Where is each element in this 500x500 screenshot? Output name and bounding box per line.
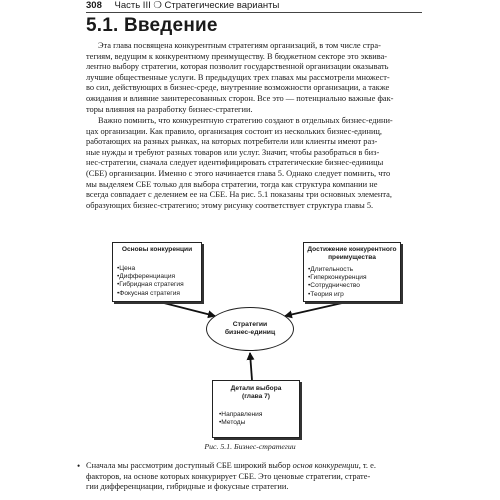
text-line: факторов, на основе которых конкурирует СБЕ. Это ценовые стратегии, страте- [86,471,371,481]
node-label: Стратегии [232,321,268,328]
box-title [213,385,299,401]
figure-caption: Рис. 5.1. Бизнес-стратегии [204,442,296,451]
list-item: •Направления [219,411,263,418]
box-title [304,246,400,262]
list-item: •Теория игр [308,290,344,298]
list-item: •Методы [219,419,246,427]
arrow-left-to-center [156,301,215,316]
text-line: гии дифференциации, гибридные и фокусные стратегии. [86,482,289,492]
list-item: •Гиперконкуренция [308,274,367,282]
box-title-line: Достижение конкурентного [307,246,397,253]
node-label: бизнес-единиц [224,329,276,337]
part-label: Часть III [114,0,151,11]
arrow-bottom-to-center [250,353,252,380]
box-title-line: преимущества [328,254,376,261]
box-title: Основы конкуренции [121,246,193,253]
text-line: образующих бизнес-стратегию; этому рисунку соответствует структура главы 5. [86,200,374,210]
text-line: ные нужды и требуют разных товаров или услуг. Значит, чтобы разобраться в биз- [86,147,380,157]
box-choice-details [212,380,300,438]
box-competitive-advantage [303,242,401,302]
list-item: •Цена [117,265,136,272]
text-line: тегиям, ведущим к конкурентному преимуществу. В бюджетном секторе это эквива- [86,51,388,61]
text-line: (СБЕ) организации. Именно с этого начинается глава 5. Однако следует помнить, что [86,168,391,178]
text-line: Важно помнить, что конкурентную стратегию создают в отдельных бизнес-едини- [98,116,393,125]
text-line: лучшие общественные услуги. В предыдущих трех главах мы рассмотрели множест- [86,72,390,82]
text-line: цах организации. Как правило, организация состоит из нескольких бизнес-единиц, [86,126,383,136]
text-line: Эта глава посвящена конкурентным стратегиям организаций, в том числе стра- [98,41,381,50]
text-line: во сил, действующих в бизнес-среде, внутренние возможности организации, а также [86,83,390,93]
bullet-paragraph [77,461,420,493]
list-item: •Сотрудничество [308,282,360,290]
list-item: •Фокусная стратегия [117,289,180,297]
text-line: торы влияния на разработку бизнес-стратегии. [86,104,253,114]
text-run: , т. е. [358,461,376,470]
text-line: нес-стратегии, сначала следует идентифицировать стратегические бизнес-единицы [86,158,384,168]
part-title: Стратегические варианты [164,0,280,11]
arrow-right-to-center [285,301,351,316]
list-item: •Дифференциация [117,273,176,281]
box-title-line: Детали выбора [230,385,282,392]
text-run: Сначала мы рассмотрим доступный СБЕ широкий выбор [86,461,293,470]
text-line [86,461,420,472]
text-line: ожидания и влияние заинтересованных сторон. Все это — потенциально важные фак- [86,93,394,103]
business-unit-strategies-node [206,307,294,351]
text-line: мы выделяем СБЕ только для выбора стратегии, тогда как структура компании не [86,179,378,189]
box-title-line: (глава 7) [242,393,270,400]
section-title: 5.1. Введение [86,15,218,36]
list-item: •Длительность [308,266,354,273]
box-competition-basis [112,242,202,302]
text-line: работающих на разных рынках, на которых потребители или клиенты имеют раз- [86,137,378,147]
page-number: 308 [86,0,102,11]
list-item: •Гибридная стратегия [117,281,184,289]
text-line: всегда совпадает с делением ее на СБЕ. На рис. 5.1 показаны три основных элемента, [86,190,392,200]
text-line: лентно выбору стратегии, которая позволит государственной организации оказывать [86,62,389,72]
part-separator-icon: ❍ [153,0,162,11]
bullet-icon: • [77,461,81,471]
emphasis-text: основ конкуренции [292,461,359,470]
